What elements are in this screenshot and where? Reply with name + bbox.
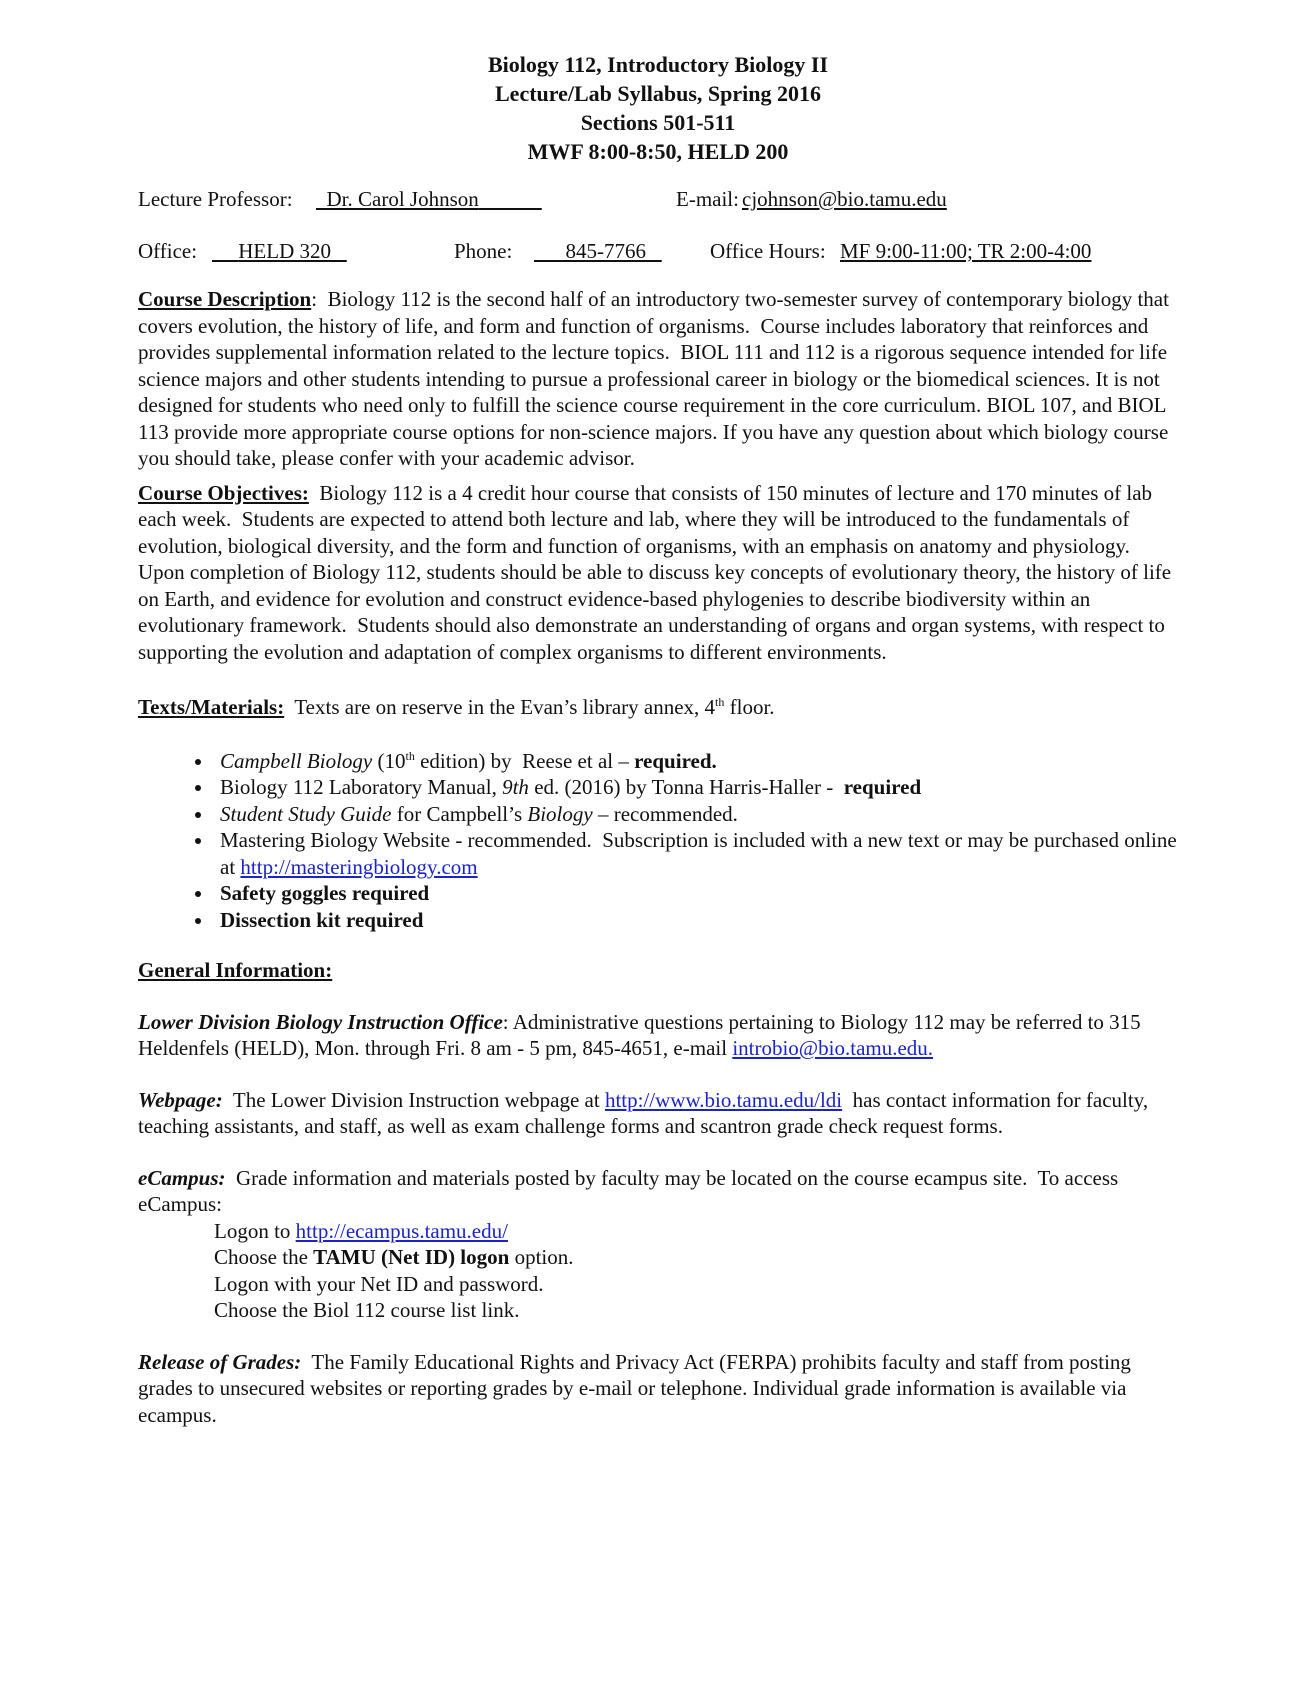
mastering-biology-link[interactable]: http://masteringbiology.com — [240, 854, 478, 879]
hours-value: MF 9:00-11:00; TR 2:00-4:00 — [840, 239, 1092, 263]
instruction-office-email-link[interactable]: introbio@bio.tamu.edu. — [732, 1036, 934, 1060]
list-item — [214, 743, 1178, 775]
course-description-sep: : — [311, 287, 318, 311]
ecampus-step-4: Choose the Biol 112 course list link. — [214, 1298, 520, 1322]
study-guide-for: for Campbell’s — [391, 801, 528, 826]
document-title — [138, 50, 1178, 166]
course-description-body: Biology 112 is the second half of an introductory two-semester survey of contemporary biology that covers evolution, the history of life, and form and function of organisms. Course includes laboratory that reinforces and provides supplemental information related to the lecture topics. BIOL 111 and 112 is a rigorous sequence intended for life science majors and other students intending to pursue a professional career in biology or the biomedical sciences. It is not designed for students who need only to fulfill the science course requirement in the core curriculum. BIOL 107, and BIOL 113 provide more appropriate course options for non-science majors. If you have any question about which biology course you should take, please confer with your academic advisor. — [138, 287, 1175, 470]
ecampus-step-1-text: Logon to — [214, 1218, 296, 1243]
release-of-grades-title: Release of Grades: — [138, 1349, 302, 1374]
textbook-required: required. — [634, 748, 717, 773]
texts-materials-heading: Texts/Materials: — [138, 695, 285, 719]
textbook-author: edition) by Reese et al – — [414, 748, 635, 773]
office-value: HELD 320 — [238, 239, 331, 263]
ecampus-info — [138, 1165, 1178, 1218]
list-item — [214, 801, 1178, 828]
course-objectives-heading: Course Objectives: — [138, 480, 309, 505]
office-label: Office: — [138, 239, 198, 263]
email-label: E-mail: — [676, 187, 739, 211]
mastering-biology-text: Mastering Biology Website - recommended. Subscription is included with a new text or may be purchased online at — [220, 828, 1182, 879]
phone-label: Phone: — [454, 239, 513, 263]
ecampus-step-2-text: Choose the — [214, 1245, 314, 1269]
webpage-title: Webpage: — [138, 1087, 223, 1112]
course-objectives-body: Biology 112 is a 4 credit hour course that consists of 150 minutes of lecture and 170 minutes of lab each week. Students are expected to attend both lecture and lab, where they will be introduced to the fundamentals of evolution, biological diversity, and the form and function of organisms, with an emphasis on anatomy and physiology. Upon completion of Biology 112, students should be able to discuss key concepts of evolutionary theory, the history of life on Earth, and evidence for evolution and construct evidence-based phylogenies to describe biodiversity within an evolutionary framework. Students should also demonstrate an understanding of organs and organ systems, with respect to supporting the evolution and adaptation of complex organisms to different environments. — [138, 480, 1177, 664]
title-line-sections: Sections 501-511 — [580, 110, 736, 135]
ecampus-step-2-post: option. — [509, 1245, 574, 1269]
ecampus-step-2 — [214, 1244, 1178, 1271]
ecampus-step-1 — [214, 1218, 1178, 1245]
instruction-office — [138, 1009, 1178, 1062]
professor-label: Lecture Professor: — [138, 187, 293, 211]
professor-value: Dr. Carol Johnson — [326, 187, 479, 211]
general-information — [138, 957, 1178, 984]
title-line-schedule: MWF 8:00-8:50, HELD 200 — [527, 139, 789, 164]
texts-materials-sup: th — [715, 695, 725, 709]
lab-manual-author: ed. (2016) by Tonna Harris-Haller - — [528, 775, 844, 799]
ecampus-steps — [138, 1218, 1178, 1324]
title-line-syllabus: Lecture/Lab Syllabus, Spring 2016 — [495, 81, 821, 106]
webpage-pre: The Lower Division Instruction webpage at — [222, 1087, 605, 1112]
ecampus-title: eCampus: — [138, 1165, 226, 1190]
lab-manual-title: Biology 112 Laboratory Manual, — [220, 775, 503, 799]
textbook-edition-sup: th — [405, 748, 415, 763]
list-item — [214, 827, 1182, 880]
study-guide-recommended: – recommended. — [592, 801, 738, 826]
instruction-office-title: Lower Division Biology Instruction Office — [138, 1009, 503, 1034]
ecampus-body: Grade information and materials posted by faculty may be located on the course ecampus site. To access eCampus: — [138, 1165, 1124, 1216]
course-description — [138, 286, 1178, 472]
list-item: • Dissection kit required — [214, 907, 1178, 934]
contact-row-professor — [138, 186, 1178, 216]
contact-row-office — [138, 238, 1178, 268]
list-item — [214, 774, 1178, 801]
webpage-post: has contact information for faculty, teaching assistants, and staff, as well as exam challenge forms and scantron grade check request forms. — [138, 1087, 1154, 1138]
ecampus-step-2-bold: TAMU (Net ID) logon — [313, 1245, 510, 1269]
hours-label: Office Hours: — [710, 239, 826, 263]
texts-materials — [138, 689, 1178, 721]
lab-manual-required: required — [843, 775, 922, 799]
syllabus-page — [138, 50, 1182, 1428]
study-guide-biology: Biology — [527, 801, 593, 826]
release-of-grades — [138, 1349, 1178, 1429]
ecampus-link[interactable]: http://ecampus.tamu.edu/ — [295, 1218, 508, 1243]
email-value: cjohnson@bio.tamu.edu — [742, 187, 947, 211]
ldi-webpage-link[interactable]: http://www.bio.tamu.edu/ldi — [604, 1087, 843, 1112]
general-information-heading: General Information: — [138, 958, 333, 982]
course-objectives — [138, 480, 1178, 666]
instruction-office-body: : Administrative questions pertaining to Biology 112 may be referred to 315 Heldenfels (HELD), Mon. through Fri. 8 am - 5 pm, 845-4651, e-mail — [138, 1009, 1146, 1060]
textbook-edition: (10 — [372, 748, 406, 773]
materials-list — [138, 743, 1182, 934]
course-description-heading: Course Description — [138, 287, 312, 311]
release-of-grades-body: The Family Educational Rights and Privacy Act (FERPA) prohibits faculty and staff from posting grades to unsecured websites or reporting grades by e-mail or telephone. Individual grade information is available via ecampus. — [138, 1349, 1137, 1427]
texts-materials-floor: floor. — [724, 695, 775, 719]
lab-manual-edition: 9th — [502, 775, 529, 799]
title-line-course: Biology 112, Introductory Biology II — [487, 52, 829, 77]
list-item: • Safety goggles required — [214, 880, 1178, 907]
texts-materials-intro: Texts are on reserve in the Evan’s library annex, 4 — [284, 695, 716, 719]
webpage-info — [138, 1087, 1178, 1140]
ecampus-step-3: Logon with your Net ID and password. — [214, 1271, 544, 1296]
textbook-title: Campbell Biology — [220, 748, 373, 773]
study-guide-title: Student Study Guide — [220, 801, 392, 826]
phone-value: 845-7766 — [565, 239, 646, 263]
